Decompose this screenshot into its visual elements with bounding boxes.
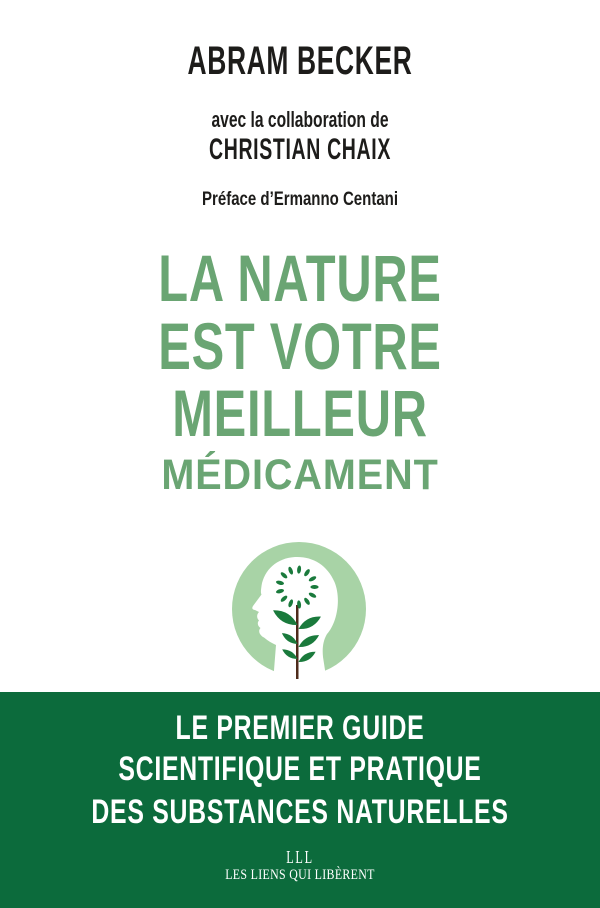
- tagline-line-3: DES SUBSTANCES NATURELLES: [91, 793, 509, 831]
- preface-credit: Préface d’Ermanno Centani: [201, 189, 399, 210]
- tagline-band: [0, 692, 600, 908]
- title-line-2: EST VOTRE: [158, 309, 442, 383]
- author-name: ABRAM BECKER: [187, 39, 413, 83]
- collaboration-intro: avec la collaboration de: [211, 107, 389, 132]
- head-profile-with-plant-icon: [215, 535, 385, 683]
- title-line-3: MEILLEUR: [172, 376, 428, 450]
- tagline-line-2: SCIENTIFIQUE ET PRATIQUE: [118, 750, 482, 788]
- title-line-4: MÉDICAMENT: [161, 451, 439, 499]
- publisher-name: LES LIENS QUI LIBÈRENT: [225, 867, 375, 883]
- publisher-monogram: LLL: [286, 847, 314, 867]
- title-line-1: LA NATURE: [158, 241, 442, 315]
- tagline-line-1: LE PREMIER GUIDE: [175, 709, 425, 747]
- collaborator-name: CHRISTIAN CHAIX: [208, 133, 391, 166]
